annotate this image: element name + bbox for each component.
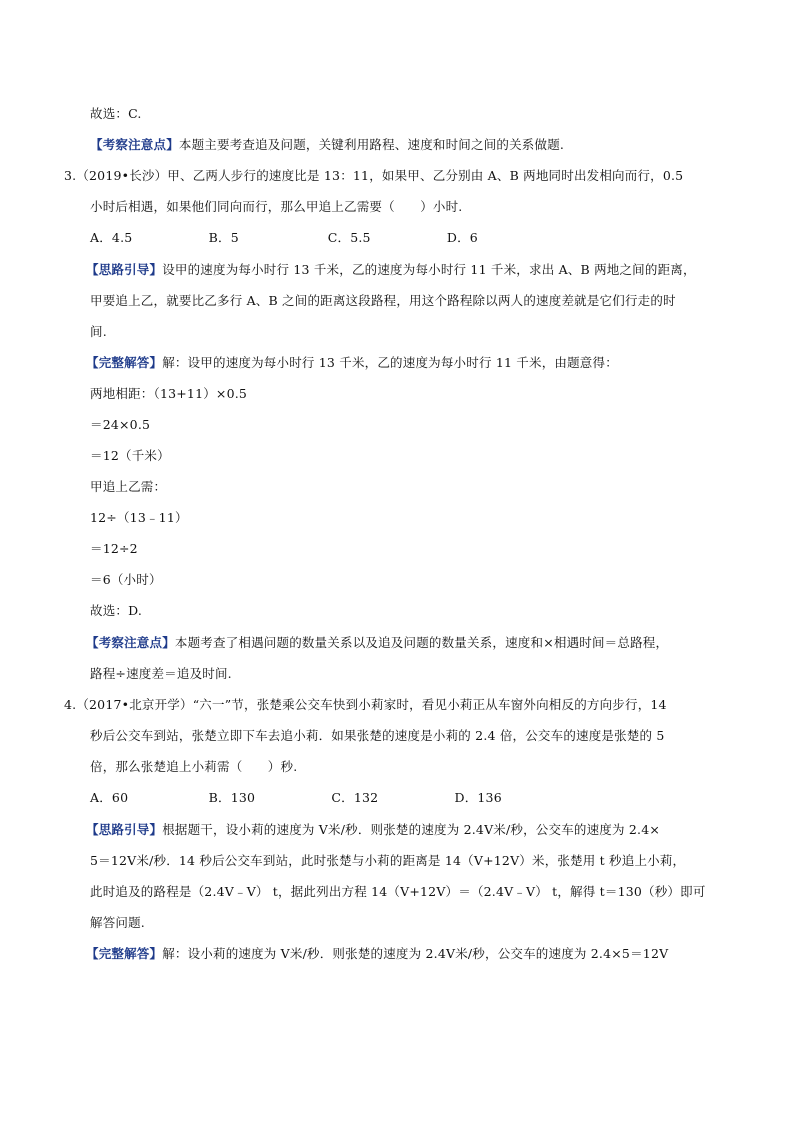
text-line <box>90 324 107 340</box>
line-text: 甲要追上乙，就要比乙多行 A、B 之间的距离这段路程，用这个路程除以两人的速度差就是它们行走的时 <box>90 293 676 308</box>
text-line <box>90 666 232 682</box>
line-text: 解：设甲的速度为每小时行 13 千米，乙的速度为每小时行 11 千米，由题意得： <box>162 355 618 370</box>
line-text: 此时追及的路程是（2.4V﹣V） t，据此列出方程 14（V+12V）＝（2.4V﹣V） t，解得 t＝130（秒）即可 <box>90 884 706 899</box>
section-tag: 【思路引导】 <box>86 262 163 277</box>
question-line <box>90 199 462 215</box>
line-text: 秒后公交车到站，张楚立即下车去追小莉．如果张楚的速度是小莉的 2.4 倍，公交车的速度是张楚的 5 <box>90 728 665 743</box>
text-line <box>90 541 138 557</box>
text-line <box>90 479 166 495</box>
line-text: 12÷（13﹣11） <box>90 510 188 525</box>
line-text: 小时后相遇，如果他们同向而行，那么甲追上乙需要（ ）小时. <box>90 199 463 214</box>
line-text: 解：设小莉的速度为 V米/秒．则张楚的速度为 2.4V米/秒，公交车的速度为 2.4×5＝12V <box>162 946 669 961</box>
line-text: A．60 B．130 C．132 D．136 <box>90 790 502 805</box>
line-text: 间. <box>90 324 107 339</box>
line-text: 本题考查了相遇问题的数量关系以及追及问题的数量关系，速度和×相遇时间＝总路程， <box>174 635 669 650</box>
text-line <box>90 448 170 464</box>
text-line <box>90 386 247 402</box>
text-line <box>90 915 145 931</box>
question-line <box>64 168 683 184</box>
line-text: ＝6（小时） <box>90 572 162 587</box>
text-line <box>90 510 188 526</box>
line-text: 解答问题. <box>90 915 145 930</box>
options-line <box>90 230 478 246</box>
text-line <box>90 293 676 309</box>
line-text: ＝12÷2 <box>90 541 138 556</box>
section-tag: 【考察注意点】 <box>90 137 179 152</box>
text-line <box>86 635 668 651</box>
text-line <box>86 262 696 278</box>
text-line <box>86 822 660 838</box>
text-line <box>86 946 668 962</box>
text-line <box>90 603 142 619</box>
line-text: 本题主要考查追及问题，关键利用路程、速度和时间之间的关系做题. <box>178 137 565 152</box>
line-text: A．4.5 B．5 C．5.5 D．6 <box>90 230 478 245</box>
options-line <box>90 790 502 806</box>
text-line <box>90 417 150 433</box>
question-line <box>64 697 667 713</box>
text-line <box>90 106 142 122</box>
text-line <box>86 355 618 371</box>
line-text: 两地相距：（13+11）×0.5 <box>90 386 248 401</box>
line-text: ＝12（千米） <box>90 448 170 463</box>
line-text: 设甲的速度为每小时行 13 千米，乙的速度为每小时行 11 千米，求出 A、B 两地之间的距离， <box>162 262 696 277</box>
section-tag: 【思路引导】 <box>86 822 163 837</box>
line-text: 根据题干，设小莉的速度为 V米/秒．则张楚的速度为 2.4V米/秒，公交车的速度为 2.4× <box>162 822 661 837</box>
text-line <box>90 572 162 588</box>
line-text: 故选：D. <box>90 603 143 618</box>
line-text: 路程÷速度差＝追及时间. <box>90 666 232 681</box>
text-line <box>90 853 685 869</box>
line-text: 3.（2019•长沙）甲、乙两人步行的速度比是 13：11，如果甲、乙分别由 A、B 两地同时出发相向而行，0.5 <box>64 168 684 183</box>
section-tag: 【考察注意点】 <box>86 635 175 650</box>
line-text: 5＝12V米/秒．14 秒后公交车到站，此时张楚与小莉的距离是 14（V+12V）米，张楚用 t 秒追上小莉， <box>90 853 686 868</box>
section-tag: 【完整解答】 <box>86 946 163 961</box>
line-text: 倍，那么张楚追上小莉需（ ）秒. <box>90 759 298 774</box>
line-text: 故选：C. <box>90 106 142 121</box>
line-text: 甲追上乙需： <box>90 479 167 494</box>
question-line <box>90 759 297 775</box>
line-text: 4.（2017•北京开学）“六一”节，张楚乘公交车快到小莉家时，看见小莉正从车窗外向相反的方向步行，14 <box>64 697 667 712</box>
section-tag: 【完整解答】 <box>86 355 163 370</box>
text-line <box>90 137 564 153</box>
line-text: ＝24×0.5 <box>90 417 151 432</box>
text-line <box>90 884 706 900</box>
question-line <box>90 728 665 744</box>
